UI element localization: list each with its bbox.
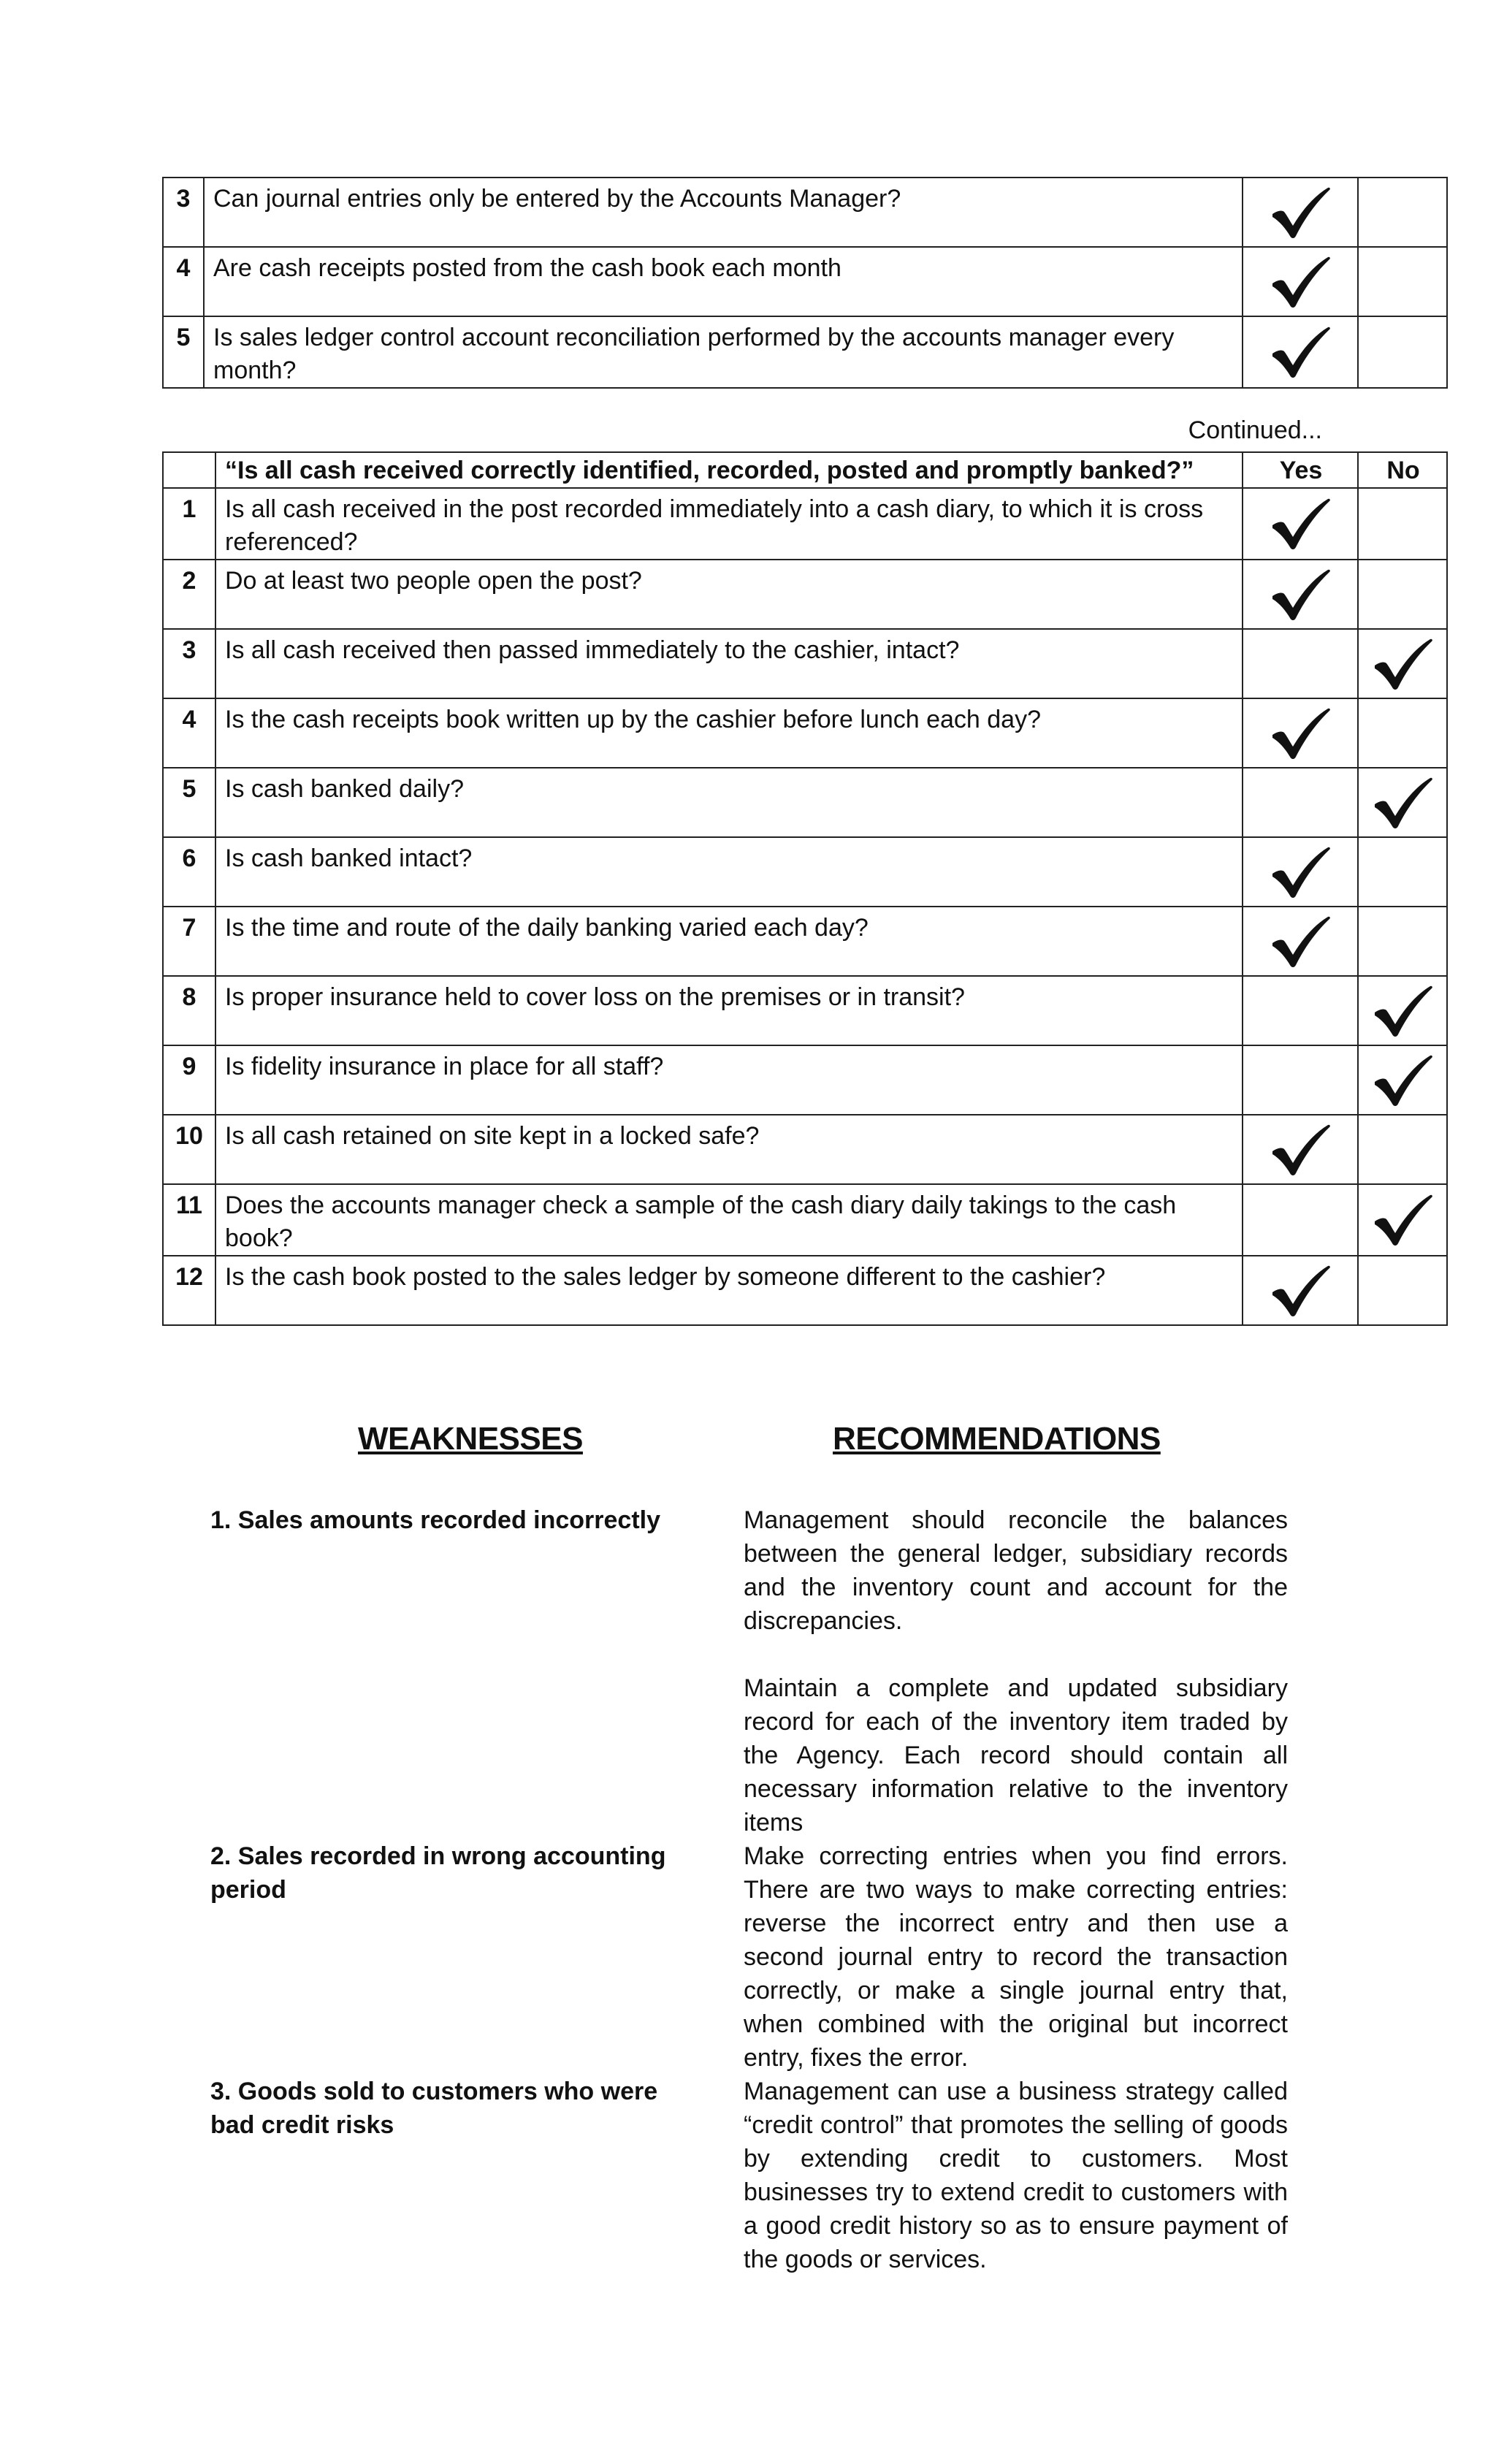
- no-cell: [1358, 1115, 1447, 1184]
- yes-cell: [1243, 488, 1358, 560]
- recommendations-heading: RECOMMENDATIONS: [833, 1421, 1161, 1457]
- row-number: 5: [163, 768, 215, 837]
- row-number: 9: [163, 1045, 215, 1115]
- question-text: Is proper insurance held to cover loss on the premises or in transit?: [215, 976, 1243, 1045]
- yes-cell: [1243, 1115, 1358, 1184]
- check-mark-icon: [1270, 1263, 1331, 1319]
- yes-cell: [1243, 1256, 1358, 1325]
- check-mark-icon: [1270, 254, 1331, 310]
- check-mark-icon: [1270, 185, 1331, 240]
- yes-cell: [1243, 247, 1358, 316]
- table-row: [163, 560, 1447, 629]
- question-text: Is all cash received then passed immediately to the cashier, intact?: [215, 629, 1243, 698]
- table-row: [163, 316, 1447, 388]
- yes-cell: [1243, 316, 1358, 388]
- table-row: [163, 488, 1447, 560]
- row-number: 2: [163, 560, 215, 629]
- weakness-item: 1. Sales amounts recorded incorrectly: [210, 1506, 661, 1534]
- no-cell: [1358, 698, 1447, 768]
- recommendation-item: Maintain a complete and updated subsidiary record for each of the inventory item traded by the Agency. Each record should contain all necessary information relative to the inventory items: [744, 1674, 1288, 1836]
- row-number: 8: [163, 976, 215, 1045]
- check-mark-icon: [1372, 1192, 1433, 1248]
- table-row: [163, 1115, 1447, 1184]
- check-mark-icon: [1270, 914, 1331, 969]
- row-number: 4: [163, 698, 215, 768]
- question-text: Is all cash received in the post recorded immediately into a cash diary, to which it is cross referenced?: [215, 488, 1243, 560]
- no-cell: [1358, 976, 1447, 1045]
- no-cell: [1358, 560, 1447, 629]
- no-cell: [1358, 768, 1447, 837]
- yes-cell: [1243, 1045, 1358, 1115]
- check-mark-icon: [1270, 844, 1331, 900]
- yes-cell: [1243, 178, 1358, 247]
- yes-cell: [1243, 698, 1358, 768]
- question-text: Is the cash book posted to the sales ledger by someone different to the cashier?: [215, 1256, 1243, 1325]
- table-row: [163, 698, 1447, 768]
- yes-cell: [1243, 837, 1358, 907]
- yes-cell: [1243, 629, 1358, 698]
- row-number: 10: [163, 1115, 215, 1184]
- question-text: Does the accounts manager check a sample of the cash diary daily takings to the cash book?: [215, 1184, 1243, 1256]
- table-row: [163, 629, 1447, 698]
- table-row: [163, 837, 1447, 907]
- no-cell: [1358, 1184, 1447, 1256]
- check-mark-icon: [1270, 706, 1331, 761]
- recommendation-item: Management should reconcile the balances between the general ledger, subsidiary records and the inventory count and account for the discrepancies.: [744, 1506, 1288, 1635]
- no-cell: [1358, 907, 1447, 976]
- question-text: Is sales ledger control account reconciliation performed by the accounts manager every month?: [204, 316, 1243, 388]
- no-cell: [1358, 247, 1447, 316]
- question-text: Is cash banked daily?: [215, 768, 1243, 837]
- yes-cell: [1243, 560, 1358, 629]
- question-text: Is the cash receipts book written up by the cashier before lunch each day?: [215, 698, 1243, 768]
- row-number: 3: [163, 629, 215, 698]
- no-cell: [1358, 837, 1447, 907]
- checklist-body: [163, 488, 1447, 1325]
- check-mark-icon: [1270, 1122, 1331, 1178]
- table-row: [163, 178, 1447, 247]
- checklist-table-cash: [162, 451, 1448, 1326]
- row-number: 1: [163, 488, 215, 560]
- no-cell: [1358, 629, 1447, 698]
- table-row: [163, 1045, 1447, 1115]
- table-row: [163, 976, 1447, 1045]
- header-num-cell: [163, 452, 215, 488]
- table-header-row: [163, 452, 1447, 488]
- no-cell: [1358, 178, 1447, 247]
- row-number: 7: [163, 907, 215, 976]
- row-number: 6: [163, 837, 215, 907]
- header-no: No: [1358, 452, 1447, 488]
- table-row: [163, 1184, 1447, 1256]
- continued-label: Continued...: [1188, 416, 1322, 444]
- question-text: Is all cash retained on site kept in a locked safe?: [215, 1115, 1243, 1184]
- question-text: Is fidelity insurance in place for all staff?: [215, 1045, 1243, 1115]
- weakness-item: 2. Sales recorded in wrong accounting period: [210, 1842, 666, 1904]
- check-mark-icon: [1372, 636, 1433, 692]
- header-question: “Is all cash received correctly identified, recorded, posted and promptly banked?”: [215, 452, 1243, 488]
- question-text: Are cash receipts posted from the cash book each month: [204, 247, 1243, 316]
- recommendation-item: Management can use a business strategy called “credit control” that promotes the selling of goods by extending credit to customers. Most businesses try to extend credit to customers with a good credit history so as to ensure payment of the goods or services.: [744, 2078, 1288, 2273]
- row-number: 11: [163, 1184, 215, 1256]
- check-mark-icon: [1372, 983, 1433, 1039]
- yes-cell: [1243, 1184, 1358, 1256]
- question-text: Is the time and route of the daily banking varied each day?: [215, 907, 1243, 976]
- no-cell: [1358, 316, 1447, 388]
- weaknesses-heading: WEAKNESSES: [358, 1421, 583, 1457]
- check-mark-icon: [1372, 775, 1433, 831]
- question-text: Do at least two people open the post?: [215, 560, 1243, 629]
- question-text: Can journal entries only be entered by the Accounts Manager?: [204, 178, 1243, 247]
- row-number: 3: [163, 178, 204, 247]
- no-cell: [1358, 1256, 1447, 1325]
- table-row: [163, 907, 1447, 976]
- recommendation-item: Make correcting entries when you find errors. There are two ways to make correcting entries: reverse the incorrect entry and then use a second journal entry to record the transaction correctly, or make a single journal entry that, when combined with the original but incorrect entry, fixes the error.: [744, 1842, 1288, 2072]
- yes-cell: [1243, 768, 1358, 837]
- row-number: 12: [163, 1256, 215, 1325]
- check-mark-icon: [1372, 1053, 1433, 1108]
- row-number: 4: [163, 247, 204, 316]
- no-cell: [1358, 488, 1447, 560]
- yes-cell: [1243, 907, 1358, 976]
- checklist-table-top: [162, 177, 1448, 389]
- question-text: Is cash banked intact?: [215, 837, 1243, 907]
- weakness-item: 3. Goods sold to customers who were bad credit risks: [210, 2078, 658, 2139]
- table-row: [163, 768, 1447, 837]
- table-row: [163, 1256, 1447, 1325]
- no-cell: [1358, 1045, 1447, 1115]
- row-number: 5: [163, 316, 204, 388]
- yes-cell: [1243, 976, 1358, 1045]
- check-mark-icon: [1270, 567, 1331, 622]
- table-row: [163, 247, 1447, 316]
- check-mark-icon: [1270, 496, 1331, 552]
- header-yes: Yes: [1243, 452, 1358, 488]
- check-mark-icon: [1270, 324, 1331, 380]
